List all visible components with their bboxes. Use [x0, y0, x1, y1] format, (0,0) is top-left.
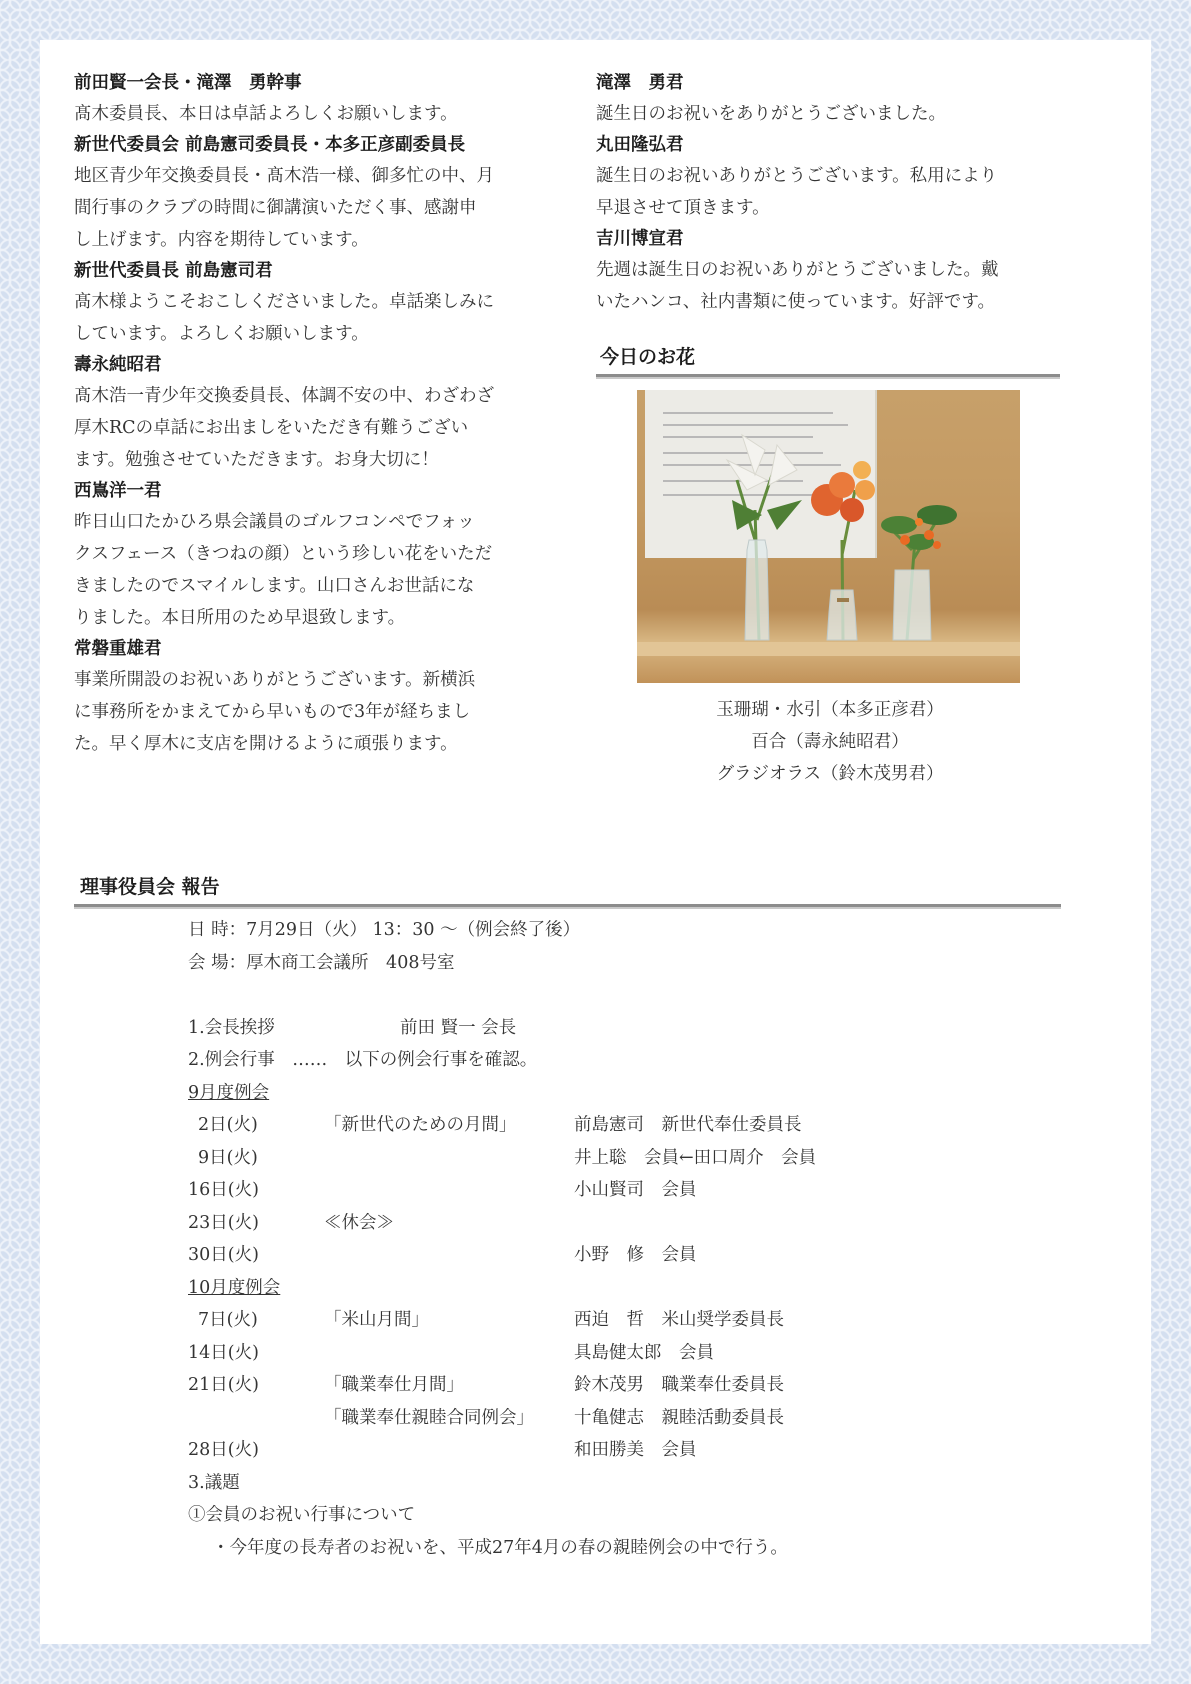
- agenda-item: 2.例会行事 …… 以下の例会行事を確認。: [188, 1050, 538, 1070]
- schedule-day: 21日(火): [188, 1375, 259, 1395]
- right-column: [596, 68, 1066, 318]
- meeting-venue: 会 場：厚木商工会議所 408号室: [188, 952, 455, 973]
- message-title: 西嶌洋一君: [74, 481, 162, 501]
- schedule-row: [188, 1207, 1048, 1240]
- shelf: [637, 642, 1020, 656]
- message-line: 誕生日のお祝いありがとうございます。私用により: [596, 166, 998, 186]
- schedule-day: 16日(火): [188, 1180, 259, 1200]
- message-block: [74, 68, 544, 130]
- message-block: [596, 130, 1066, 224]
- schedule-row: [188, 1337, 1048, 1370]
- message-line: に事務所をかまえてから早いもので3年が経ちまし: [74, 702, 471, 722]
- flowers-photo: [637, 390, 1020, 683]
- message-title: 滝澤 勇君: [596, 73, 684, 93]
- schedule-row: [188, 1369, 1048, 1402]
- schedule-row: [188, 1434, 1048, 1467]
- schedule-row: [188, 1402, 1048, 1435]
- schedule-row: [188, 1304, 1048, 1337]
- month-label: 9月度例会: [188, 1082, 270, 1103]
- message-line: りました。本日所用のため早退致します。: [74, 608, 406, 628]
- message-title: 新世代委員会 前島憲司委員長・本多正彦副委員長: [74, 135, 466, 155]
- message-line: ます。勉強させていただきます。お身大切に！: [74, 450, 439, 470]
- schedule-speaker: 小野 修 会員: [574, 1245, 697, 1265]
- message-block: [74, 634, 544, 760]
- message-line: 先週は誕生日のお祝いありがとうございました。戴: [596, 260, 999, 280]
- schedule-speaker: 西迫 哲 米山奨学委員長: [574, 1310, 784, 1330]
- message-title: 新世代委員長 前島憲司君: [74, 261, 273, 281]
- flowers-caption: [600, 694, 1060, 790]
- message-line: クスフェース（きつねの顔）という珍しい花をいただ: [74, 544, 493, 564]
- message-line: きましたのでスマイルします。山口さんお世話にな: [74, 576, 475, 596]
- schedule-event: 「米山月間」: [324, 1310, 429, 1330]
- schedule-speaker: 小山賢司 会員: [574, 1180, 697, 1200]
- agenda-item: 3.議題: [188, 1472, 240, 1493]
- message-line: た。早く厚木に支店を開けるように頑張ります。: [74, 734, 458, 754]
- message-title: 壽永純昭君: [74, 355, 162, 375]
- schedule-speaker: 鈴木茂男 職業奉仕委員長: [574, 1375, 784, 1395]
- message-title: 丸田隆弘君: [596, 135, 684, 155]
- schedule-speaker: 十亀健志 親睦活動委員長: [574, 1407, 784, 1428]
- heading-rule: [596, 374, 1060, 379]
- schedule-row: [188, 1174, 1048, 1207]
- left-column: [74, 68, 544, 760]
- schedule-row: [188, 1109, 1048, 1142]
- report-body: [188, 914, 1048, 1564]
- caption-line: 玉珊瑚・水引（本多正彦君）: [716, 700, 944, 720]
- schedule-day: 9日(火): [198, 1147, 258, 1168]
- message-line: 髙木様ようこそおこしくださいました。卓話楽しみに: [74, 292, 494, 312]
- message-line: 間行事のクラブの時間に御講演いただく事、感謝申: [74, 198, 477, 218]
- schedule-speaker: 和田勝美 会員: [574, 1440, 697, 1460]
- schedule-day: 23日(火): [188, 1212, 259, 1233]
- message-line: 昨日山口たかひろ県会議員のゴルフコンペでフォッ: [74, 512, 475, 532]
- schedule-event: 「新世代のための月間」: [324, 1115, 517, 1135]
- agenda-item-label: 1.会長挨拶: [188, 1017, 275, 1038]
- message-block: [74, 130, 544, 256]
- schedule-speaker: 具島健太郎 会員: [574, 1342, 714, 1363]
- message-line: 早退させて頂きます。: [596, 198, 770, 218]
- heading-rule: [74, 904, 1061, 909]
- agenda-note: ・今年度の長寿者のお祝いを、平成27年4月の春の親睦例会の中で行う。: [212, 1537, 788, 1558]
- schedule-event: ≪休会≫: [324, 1212, 394, 1233]
- message-line: 髙木委員長、本日は卓話よろしくお願いします。: [74, 104, 458, 124]
- caption-line: グラジオラス（鈴木茂男君）: [716, 764, 944, 784]
- message-block: [74, 476, 544, 634]
- message-line: 事業所開設のお祝いありがとうございます。新横浜: [74, 670, 476, 690]
- schedule-row: [188, 1142, 1048, 1175]
- message-title: 常磐重雄君: [74, 639, 162, 659]
- schedule-speaker: 前島憲司 新世代奉仕委員長: [574, 1115, 802, 1135]
- flowers-heading-text: 今日のお花: [600, 346, 696, 368]
- schedule-day: 2日(火): [198, 1115, 258, 1135]
- flower-arrangement-graphic: [637, 390, 1020, 683]
- message-block: [596, 224, 1066, 318]
- schedule-day: 14日(火): [188, 1342, 259, 1363]
- schedule-event: 「職業奉仕親睦合同例会」: [324, 1407, 534, 1428]
- message-title: 吉川博宣君: [596, 229, 684, 249]
- schedule-day: 30日(火): [188, 1245, 259, 1265]
- message-title: 前田賢一会長・滝澤 勇幹事: [74, 73, 302, 93]
- month-label: 10月度例会: [188, 1277, 281, 1298]
- flowers-heading: [600, 343, 1060, 379]
- schedule-day: 7日(火): [198, 1310, 258, 1330]
- message-line: し上げます。内容を期待しています。: [74, 230, 369, 250]
- agenda-topic: ①会員のお祝い行事について: [188, 1505, 416, 1525]
- agenda-item-value: 前田 賢一 会長: [400, 1017, 517, 1038]
- schedule-speaker: 井上聡 会員←田口周介 会員: [574, 1147, 817, 1168]
- schedule-day: 28日(火): [188, 1440, 259, 1460]
- schedule-row: [188, 1239, 1048, 1272]
- caption-line: 百合（壽永純昭君）: [751, 732, 909, 752]
- message-line: しています。よろしくお願いします。: [74, 324, 369, 344]
- report-heading: [74, 873, 1061, 909]
- message-block: [74, 350, 544, 476]
- report-heading-text: 理事役員会 報告: [80, 876, 220, 898]
- message-line: 誕生日のお祝いをありがとうございました。: [596, 104, 946, 124]
- message-line: 地区青少年交換委員長・髙木浩一様、御多忙の中、月: [74, 166, 494, 186]
- message-line: 厚木RCの卓話にお出ましをいただき有難うござい: [74, 418, 469, 438]
- message-line: 髙木浩一青少年交換委員長、体調不安の中、わざわざ: [74, 386, 494, 406]
- message-block: [596, 68, 1066, 130]
- meeting-date: 日 時：7月29日（火） 13：30 ～（例会終了後）: [188, 920, 581, 940]
- message-line: いたハンコ、社内書類に使っています。好評です。: [596, 292, 995, 312]
- message-block: [74, 256, 544, 350]
- schedule-event: 「職業奉仕月間」: [324, 1375, 464, 1395]
